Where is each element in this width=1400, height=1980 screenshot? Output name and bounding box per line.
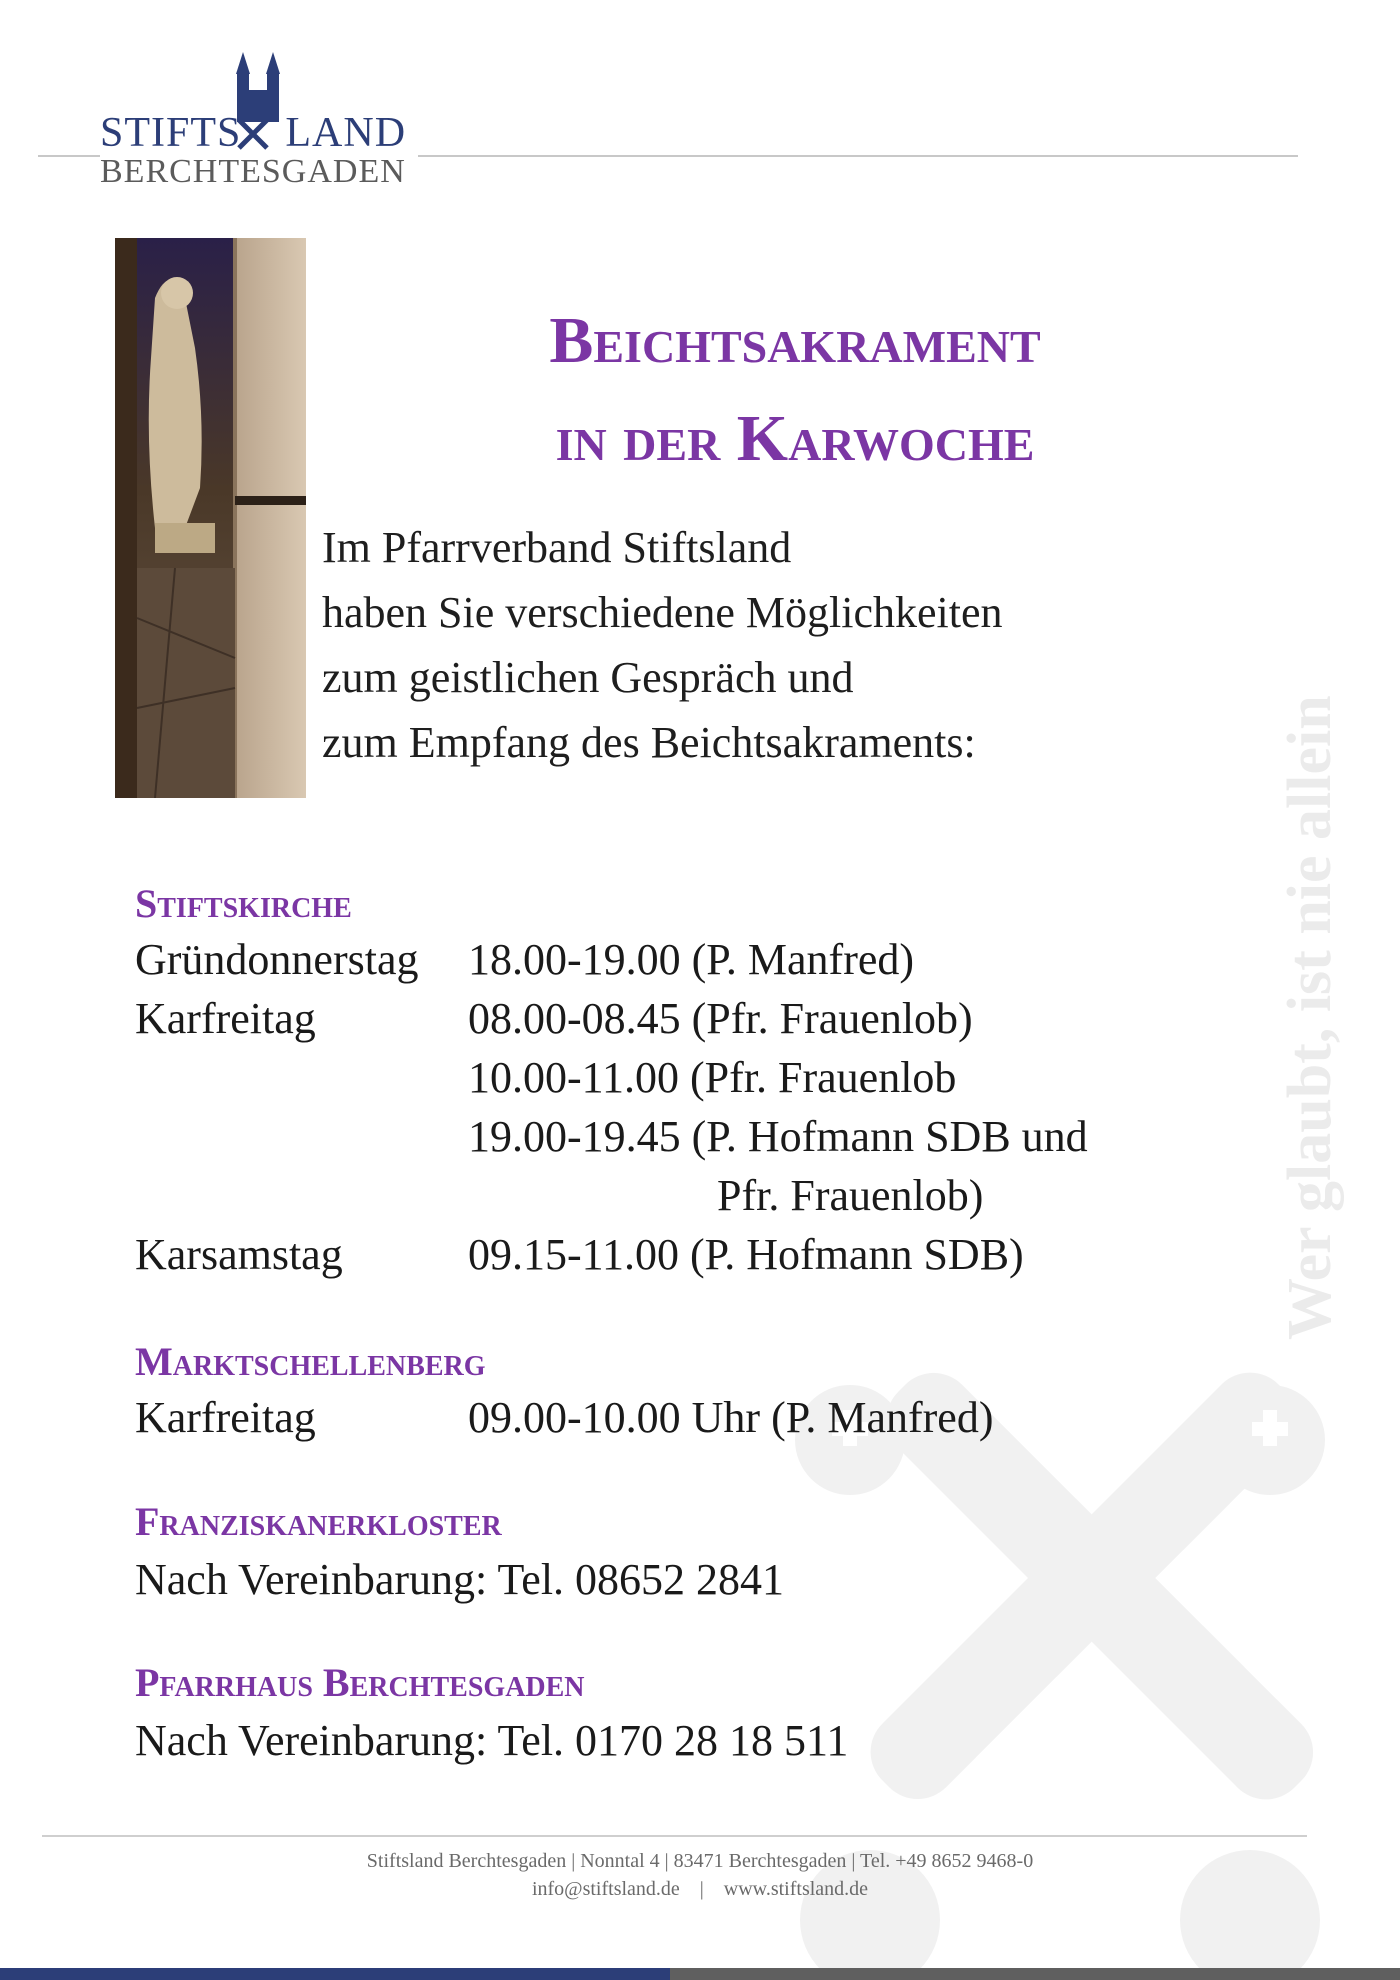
header-rule-right [418, 155, 1298, 157]
watermark-motto: Wer glaubt, ist nie allein [1276, 695, 1344, 1340]
footer-rule [42, 1835, 1307, 1837]
schedule-day: Karsamstag [135, 1230, 343, 1279]
section-heading-stiftskirche: Stiftskirche [135, 881, 352, 926]
page-title [430, 292, 1160, 488]
schedule-time: 08.00-08.45 (Pfr. Frauenlob) [468, 994, 973, 1043]
schedule-row [135, 1166, 1088, 1225]
schedule-time: 09.15-11.00 (P. Hofmann SDB) [468, 1230, 1024, 1279]
statue-photo [115, 238, 306, 798]
footer-bar-blue [0, 1968, 670, 1980]
intro-line: zum geistlichen Gespräch und [322, 653, 854, 702]
section-heading-franziskanerkloster: Franziskanerkloster [135, 1499, 502, 1544]
confession-statue-photo-icon [115, 238, 306, 798]
footer-bar-grey [670, 1968, 1400, 1980]
schedule-time: 18.00-19.00 (P. Manfred) [468, 935, 915, 984]
schedule-row [135, 1107, 1088, 1166]
schedule-day: Karfreitag [135, 994, 316, 1043]
schedule-row [135, 1388, 993, 1447]
schedule-row [135, 930, 1088, 989]
schedule-time-continued: Pfr. Frauenlob) [717, 1171, 984, 1220]
schedule-time: 19.00-19.45 (P. Hofmann SDB und [468, 1112, 1088, 1161]
franziskanerkloster-contact: Nach Vereinbarung: Tel. 08652 2841 [135, 1555, 785, 1604]
schedule-day: Karfreitag [135, 1393, 316, 1442]
schedule-day: Gründonnerstag [135, 935, 419, 984]
schedule-stiftskirche [135, 930, 1088, 1284]
pfarrhaus-contact: Nach Vereinbarung: Tel. 0170 28 18 511 [135, 1716, 849, 1765]
schedule-row [135, 1048, 1088, 1107]
schedule-time: 10.00-11.00 (Pfr. Frauenlob [468, 1053, 957, 1102]
logo-wordmark-top: STIFTS LAND [100, 110, 407, 156]
section-heading-pfarrhaus: Pfarrhaus Berchtesgaden [135, 1660, 585, 1705]
title-line-2: in der Karwoche [555, 402, 1035, 475]
intro-line: zum Empfang des Beichtsakraments: [322, 718, 976, 767]
schedule-marktschellenberg [135, 1388, 993, 1447]
footer-contact-links[interactable]: info@stiftsland.de | www.stiftsland.de [531, 1878, 869, 1900]
schedule-row [135, 1225, 1088, 1284]
schedule-time: 09.00-10.00 Uhr (P. Manfred) [468, 1393, 994, 1442]
intro-line: Im Pfarrverband Stiftsland [322, 523, 792, 572]
schedule-row [135, 989, 1088, 1048]
intro-line: haben Sie verschiedene Möglichkeiten [322, 588, 1003, 637]
title-line-1: Beichtsakrament [549, 304, 1041, 377]
intro-paragraph [322, 515, 1202, 775]
header-rule-left [38, 155, 100, 157]
stiftsland-logo[interactable] [95, 52, 415, 192]
logo-wordmark-bottom: BERCHTESGADEN [100, 153, 406, 190]
section-heading-marktschellenberg: Marktschellenberg [135, 1339, 486, 1384]
footer-address: Stiftsland Berchtesgaden | Nonntal 4 | 83471 Berchtesgaden | Tel. +49 8652 9468-0 [366, 1850, 1034, 1872]
